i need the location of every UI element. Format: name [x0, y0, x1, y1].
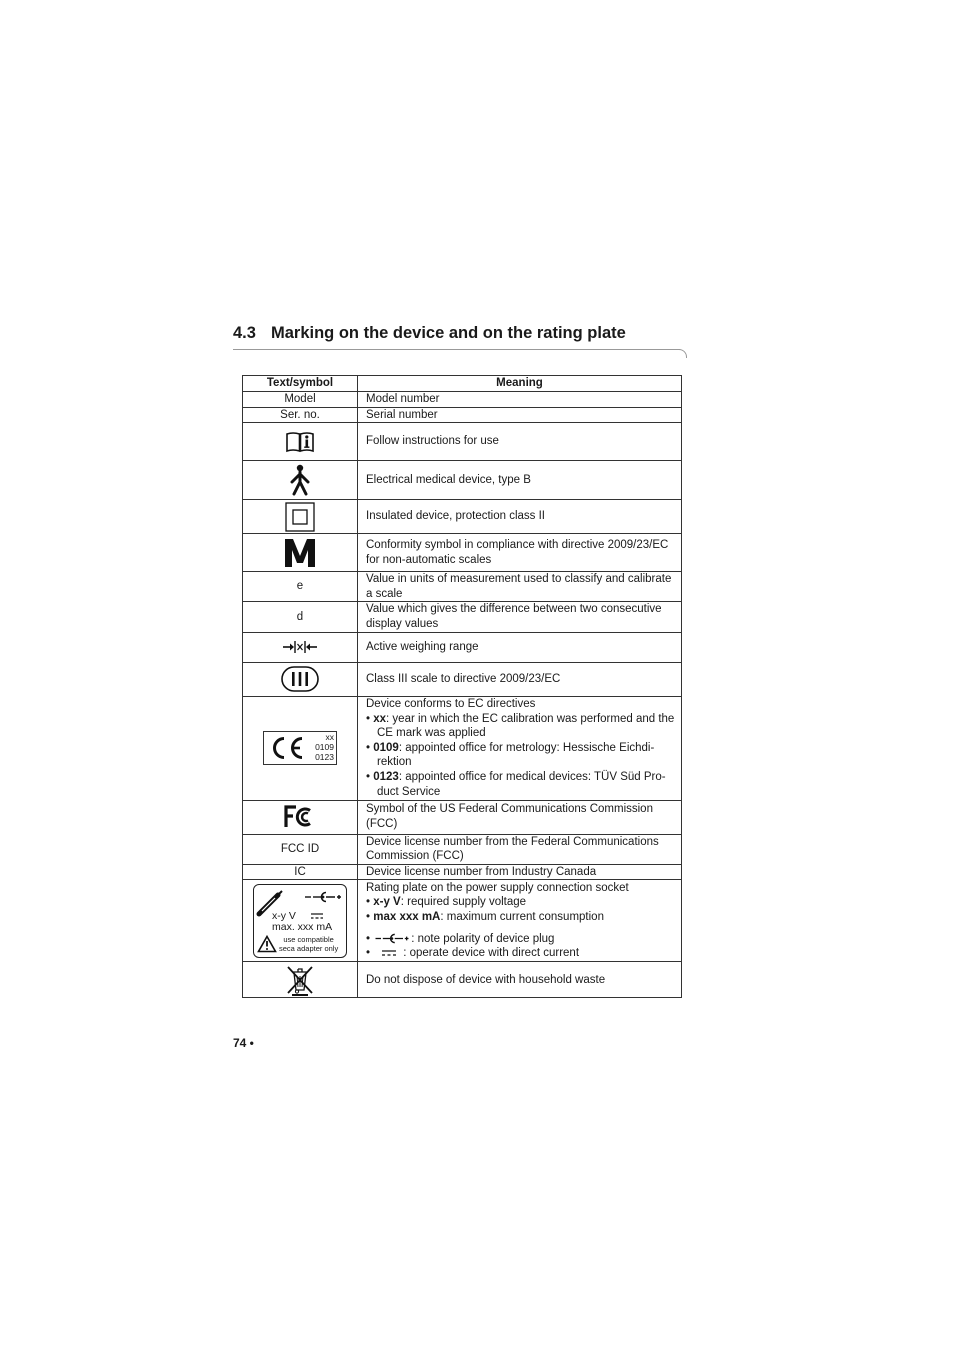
meaning-cell — [358, 696, 682, 800]
ce-code: xx — [325, 732, 334, 743]
plate-note — [279, 935, 338, 954]
bullet-text: : note polarity of device plug — [411, 932, 555, 945]
bullet-text: : appointed office for medical devices: TÜV Süd Pro-duct Service — [377, 770, 666, 798]
polarity-icon — [373, 933, 411, 944]
meaning-cell — [358, 572, 682, 602]
symbol-cell — [243, 534, 358, 572]
meaning-line: a scale — [366, 587, 403, 600]
list-item: • : note polarity of device plug — [366, 932, 555, 945]
plate-voltage: x-y V — [272, 909, 296, 922]
polarity-icon — [304, 891, 342, 903]
meaning-cell: Electrical medical device, type B — [358, 461, 682, 500]
ce-label — [263, 731, 337, 765]
table-row — [243, 423, 682, 461]
symbol-cell — [243, 461, 358, 500]
meaning-line: (FCC) — [366, 818, 398, 831]
symbol-cell: FCC ID — [243, 834, 358, 864]
symbol-cell — [243, 662, 358, 696]
plate-current: max. xxx mA — [272, 920, 333, 933]
rating-plate-icon — [253, 884, 347, 958]
header-symbol: Text/symbol — [243, 376, 358, 392]
symbol-cell — [243, 500, 358, 534]
symbol-cell — [243, 800, 358, 834]
meaning-line: for non-automatic scales — [366, 553, 492, 566]
heading-rule-corner — [676, 349, 687, 358]
table-row — [243, 696, 682, 800]
meaning-cell: Device license number from Industry Canada — [358, 864, 682, 880]
meaning-cell: Active weighing range — [358, 632, 682, 662]
bullet-text: : required supply voltage — [400, 896, 527, 909]
bullet-text: : year in which the EC calibration was performed and the CE mark was applied — [377, 712, 675, 740]
bullet-key: 0123 — [373, 770, 399, 783]
meaning-cell — [358, 880, 682, 962]
list-item: • max xxx mA: maximum current consumption — [366, 911, 604, 924]
symbol-cell — [243, 632, 358, 662]
table-row — [243, 534, 682, 572]
bullet-text: : operate device with direct current — [403, 947, 580, 960]
meaning-line: Symbol of the US Federal Communications Commission — [366, 803, 653, 816]
symbol-cell: IC — [243, 864, 358, 880]
class-iii-icon — [281, 666, 319, 692]
list-item: • : operate device with direct current — [366, 947, 580, 960]
meaning-line: Commission (FCC) — [366, 850, 464, 863]
bullet-key: x-y V — [373, 896, 401, 909]
weighing-range-icon — [282, 640, 318, 654]
meaning-line: Value which gives the difference between two consecutive — [366, 603, 662, 616]
table-row — [243, 800, 682, 834]
meaning-cell: Do not dispose of device with household waste — [358, 962, 682, 998]
header-meaning: Meaning — [358, 376, 682, 392]
symbol-cell: d — [243, 602, 358, 632]
page-number: 74 • — [233, 1036, 254, 1050]
meaning-cell — [358, 602, 682, 632]
plate-note-line: seca adapter only — [279, 944, 339, 954]
symbol-cell: e — [243, 572, 358, 602]
table-header-row — [243, 376, 682, 392]
plate-note-line: use compatible — [283, 934, 334, 944]
table-row — [243, 880, 682, 962]
protection-class-ii-icon — [285, 502, 315, 532]
meaning-cell: Serial number — [358, 407, 682, 423]
table-row — [243, 962, 682, 998]
warning-triangle-icon — [257, 935, 277, 953]
meaning-intro: Device conforms to EC directives — [366, 697, 536, 710]
meaning-cell: Class III scale to directive 2009/23/EC — [358, 662, 682, 696]
table-row — [243, 864, 682, 880]
meaning-cell — [358, 800, 682, 834]
symbol-cell — [243, 423, 358, 461]
bullet-text: : maximum current consumption — [440, 911, 604, 924]
direct-current-icon — [373, 949, 403, 957]
bullet-text: : appointed office for metrology: Hessische Eichdi-rektion — [377, 741, 655, 769]
list-item: • xx: year in which the EC calibration was performed and the CE mark was applied — [366, 712, 675, 740]
symbol-cell — [243, 880, 358, 962]
table-row — [243, 461, 682, 500]
table-row — [243, 632, 682, 662]
bullet-key: max xxx mA — [373, 911, 441, 924]
meaning-line: Device license number from the Federal Communications — [366, 835, 659, 848]
metrology-m-icon — [284, 538, 316, 568]
symbol-cell — [243, 962, 358, 998]
section-number: 4.3 — [233, 324, 256, 342]
meaning-cell: Follow instructions for use — [358, 423, 682, 461]
symbol-cell: Model — [243, 392, 358, 408]
symbols-table — [242, 375, 682, 998]
fcc-logo-icon — [284, 805, 316, 829]
list-item: • x-y V: required supply voltage — [366, 896, 527, 909]
ce-code: 0123 — [315, 752, 334, 763]
bullet-key: xx — [373, 712, 387, 725]
table-row — [243, 500, 682, 534]
crossed-bin-icon — [285, 964, 315, 996]
meaning-line: display values — [366, 617, 439, 630]
meaning-intro: Rating plate on the power supply connection socket — [366, 881, 629, 894]
section-title: Marking on the device and on the rating plate — [271, 324, 626, 342]
table-row — [243, 834, 682, 864]
table-row — [243, 662, 682, 696]
table-row — [243, 602, 682, 632]
section-heading — [233, 324, 626, 343]
direct-current-icon — [310, 912, 324, 920]
meaning-cell: Insulated device, protection class II — [358, 500, 682, 534]
type-b-body-icon — [289, 464, 311, 496]
bullet-key: 0109 — [373, 741, 399, 754]
list-item: • 0123: appointed office for medical devices: TÜV Süd Pro-duct Service — [366, 770, 666, 798]
symbol-cell: Ser. no. — [243, 407, 358, 423]
table-row — [243, 407, 682, 423]
table-row — [243, 572, 682, 602]
instructions-book-icon — [285, 431, 315, 453]
table-row — [243, 392, 682, 408]
ce-mark-icon — [269, 736, 305, 760]
meaning-line: Value in units of measurement used to classify and calibrate — [366, 573, 672, 586]
meaning-cell: Model number — [358, 392, 682, 408]
symbol-cell — [243, 696, 358, 800]
meaning-line: Conformity symbol in compliance with directive 2009/23/EC — [366, 539, 669, 552]
meaning-cell — [358, 534, 682, 572]
meaning-cell — [358, 834, 682, 864]
list-item: • 0109: appointed office for metrology: Hessische Eichdi-rektion — [366, 741, 655, 769]
ce-code: 0109 — [315, 742, 334, 753]
heading-rule — [233, 349, 680, 350]
